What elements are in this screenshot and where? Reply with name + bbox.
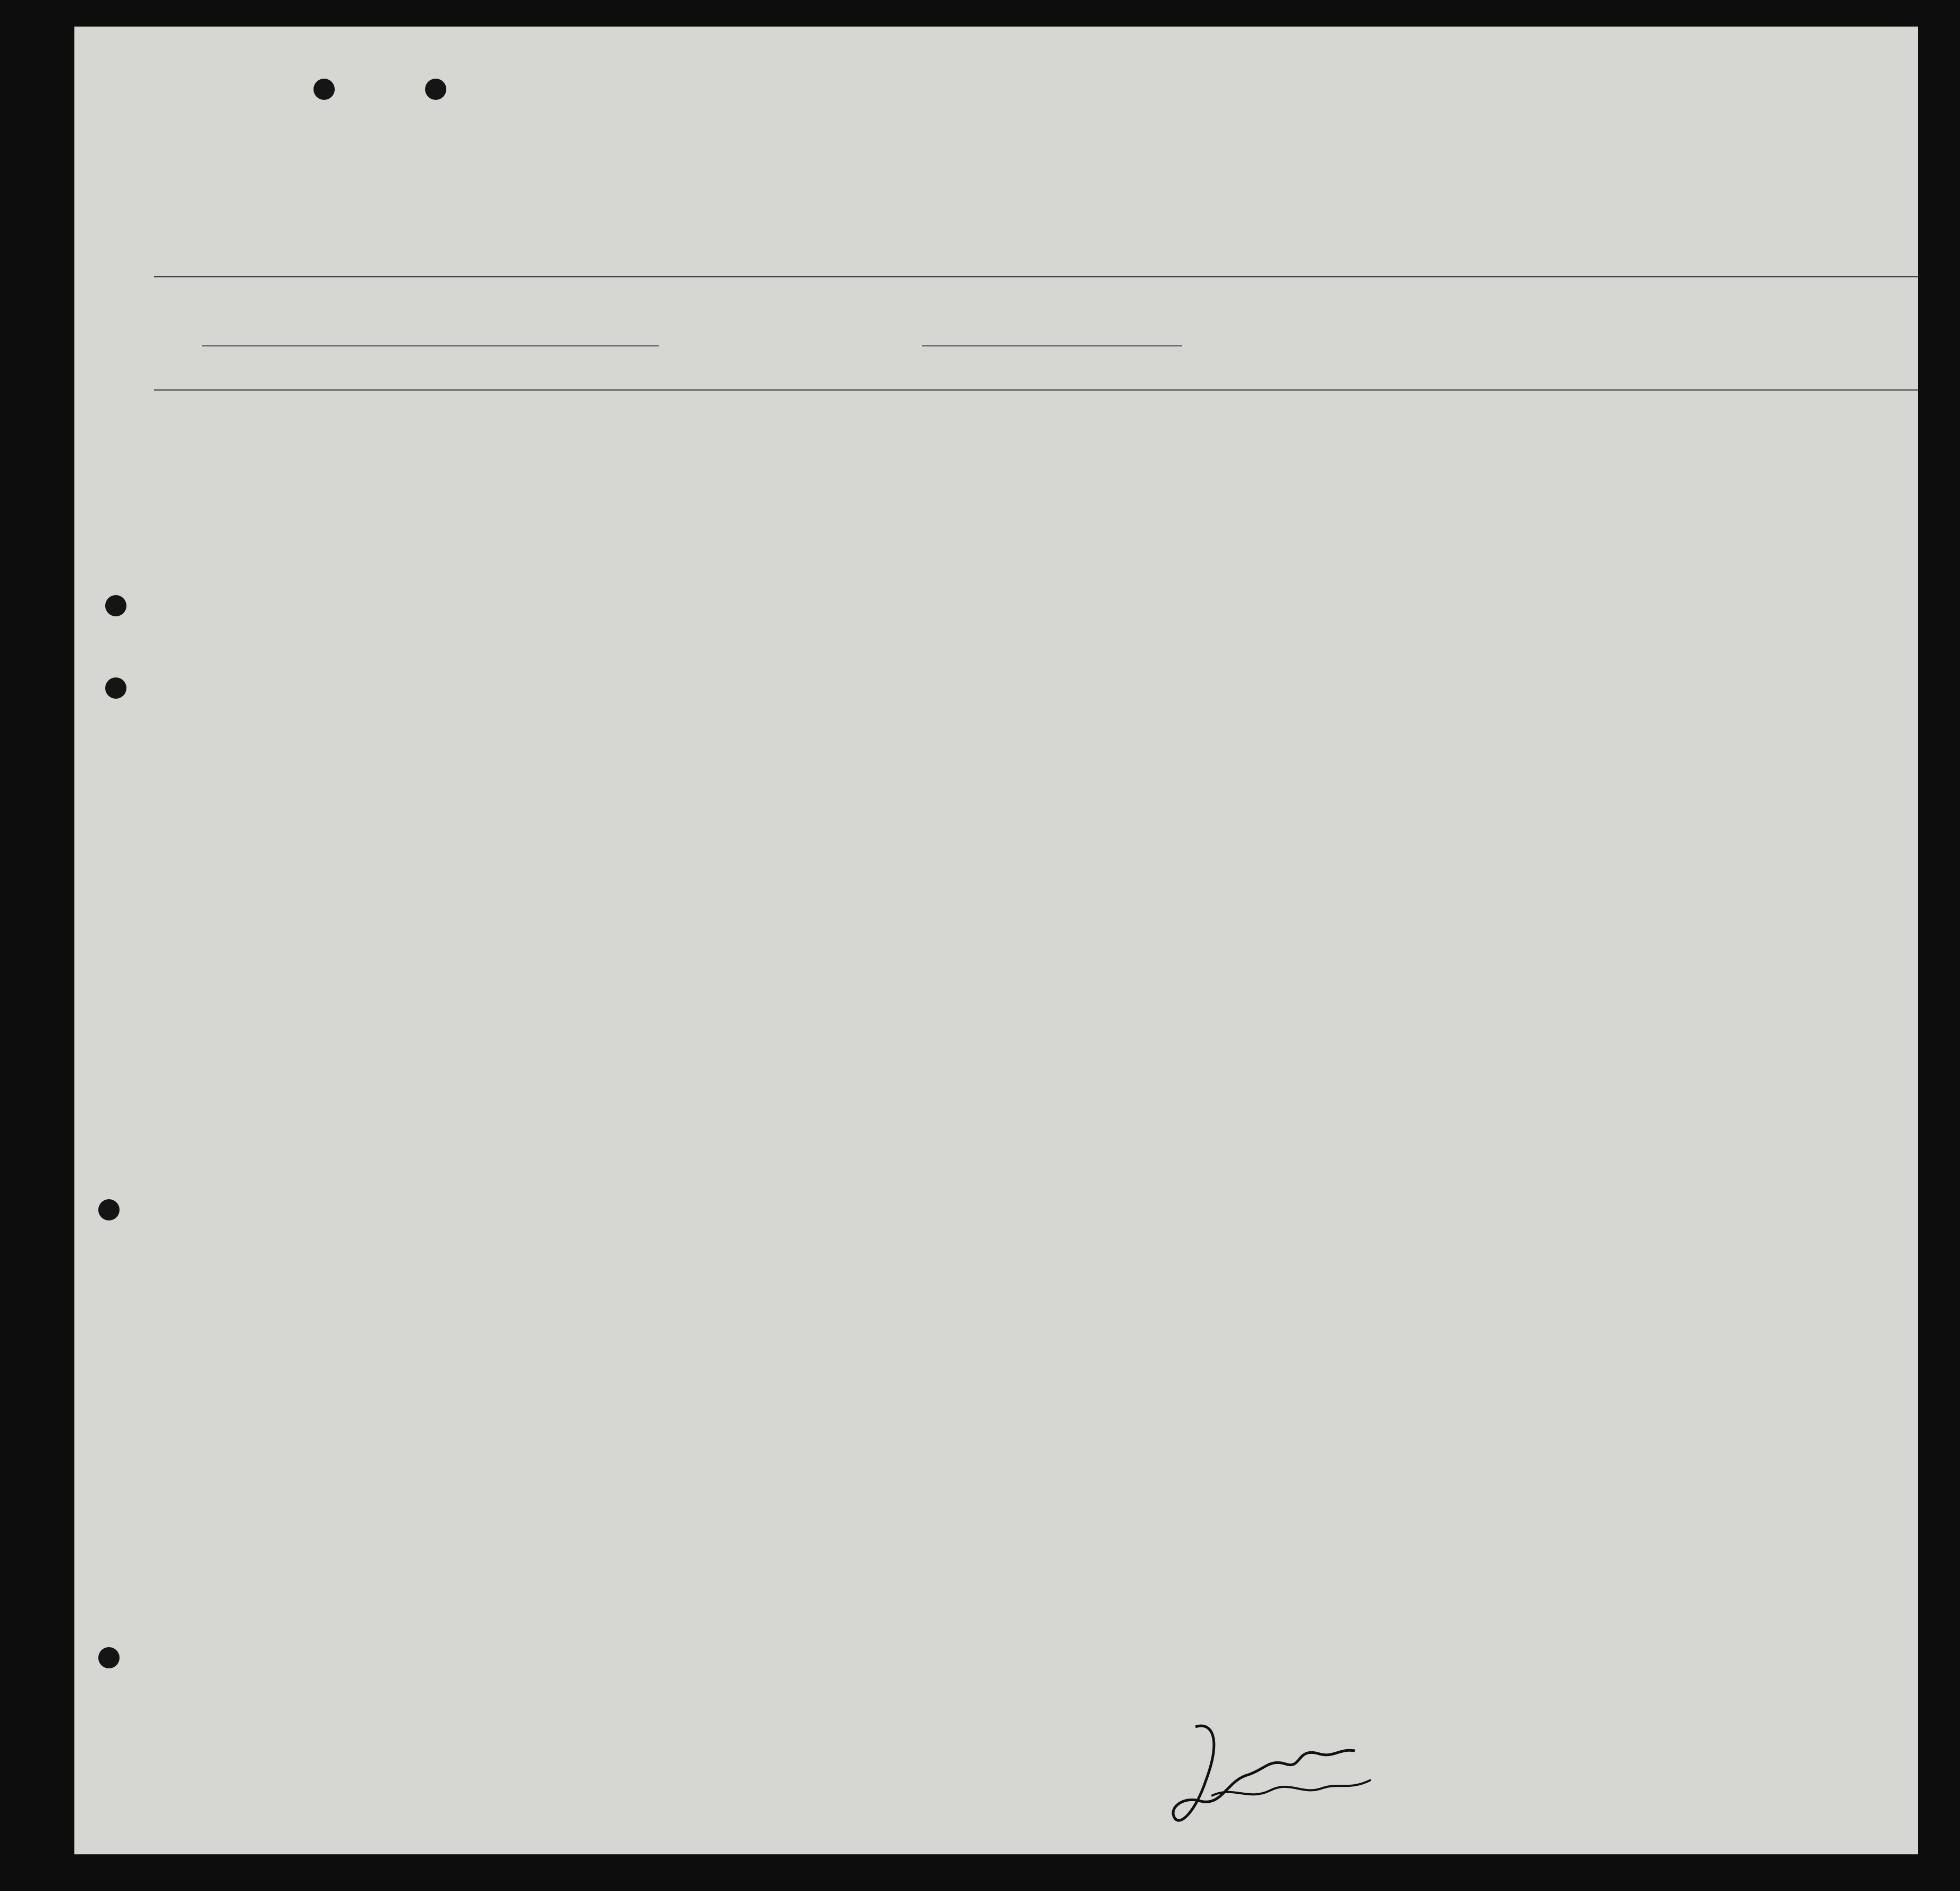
check-marks-layer [74, 27, 1918, 1854]
punch-hole [98, 1199, 120, 1220]
manifest-sheet [74, 27, 1918, 1854]
punch-hole [425, 79, 446, 100]
punch-hole [105, 677, 126, 699]
punch-hole [98, 1647, 120, 1668]
inspector-signature [1164, 1716, 1387, 1854]
punch-hole [313, 79, 335, 100]
punch-hole [105, 595, 126, 616]
